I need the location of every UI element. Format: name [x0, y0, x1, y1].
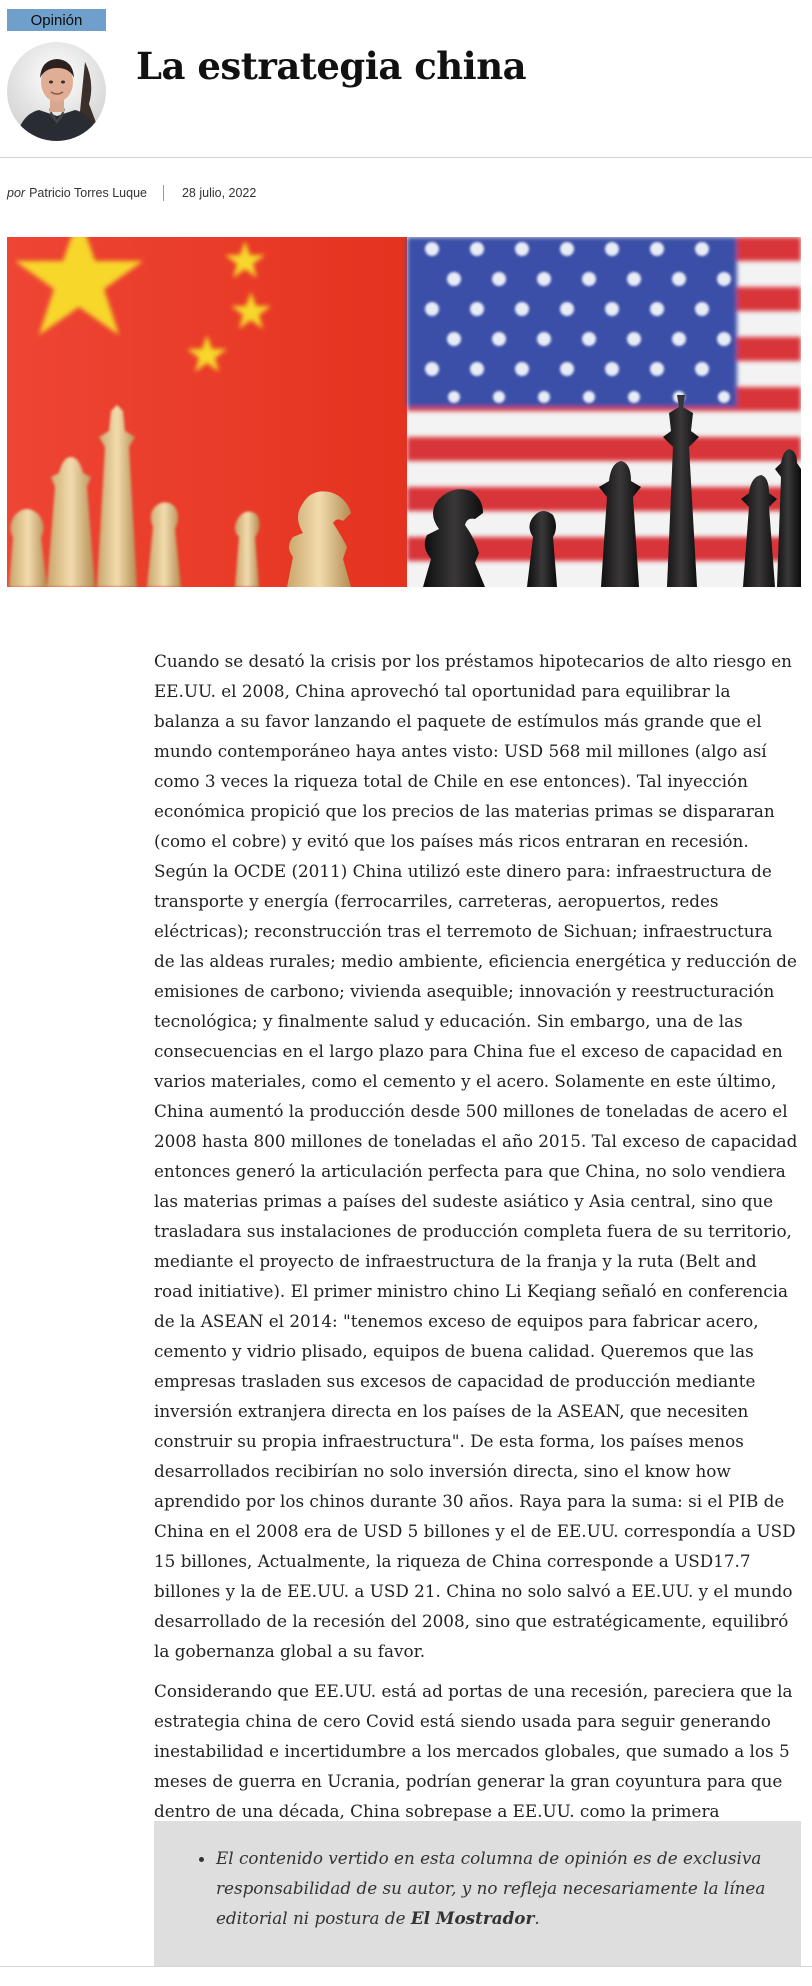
- publish-date: 28 julio, 2022: [181, 186, 257, 200]
- disclaimer-box: [154, 1821, 801, 1967]
- byline-separator: [163, 185, 164, 201]
- article-body: [154, 646, 798, 1866]
- article-paragraph: Considerando que EE.UU. está ad portas de una recesión, pareciera que la estrategia china de cero Covid está siendo usada para seguir generando inestabilidad e incertidumbre a los mercados globales, que sumado a los 5 meses de guerra en Ucrania, podrían generar la gran coyuntura para que dentro de una década, China sobrepase a EE.UU. como la primera: [154, 1681, 793, 1821]
- article-paragraph: Cuando se desató la crisis por los préstamos hipotecarios de alto riesgo en EE.UU. el 2008, China aprovechó tal oportunidad para equilibrar la balanza a su favor lanzando el paquete de estímulos más grande que el mundo contemporáneo haya antes visto: USD 568 mil millones (algo así como 3 veces la riqueza total de Chile en ese entonces). Tal inyección económica propició que los precios de las materias primas se dispararan (como el cobre) y evitó que los países más ricos entraran en recesión. Según la OCDE (2011) China utilizó este dinero para: infraestructura de transporte y energía (ferrocarriles, carreteras, aeropuertos, redes eléctricas); reconstrucción tras el terremoto de Sichuan; infraestructura de las aldeas rurales; medio ambiente, eficiencia energética y reducción de emisiones de carbono; vivienda asequible; innovación y reestructuración tecnológica; y finalmente salud y educación. Sin embargo, una de las consecuencias en el largo plazo para China fue el exceso de capacidad en varios materiales, como el cemento y el acero. Solamente en este último, China aumentó la producción desde 500 millones de toneladas de acero el 2008 hasta 800 millones de toneladas el año 2015. Tal exceso de capacidad entonces generó la articulación perfecta para que China, no solo vendiera las materias primas a países del sudeste asiático y Asia central, sino que trasladara sus instalaciones de producción completa fuera de su territorio, mediante el proyecto de infraestructura de la franja y la ruta (Belt and road initiative). El primer ministro chino Li Keqiang señaló en conferencia de la ASEAN el 2014: "tenemos exceso de equipos para fabricar acero, cemento y vidrio plisado, equipos de buena calidad. Queremos que las empresas trasladen sus excesos de capacidad de producción mediante inversión extranjera directa en los países de la ASEAN, que necesiten construir su propia infraestructura". De esta forma, los países menos desarrollados recibirían no solo inversión directa, sino el know how aprendido por los chinos durante 30 años. Raya para la suma: si el PIB de China en el 2008 era de USD 5 billones y el de EE.UU. correspondía a USD 15 billones, Actualmente, la riqueza de China corresponde a USD17.7 billones y la de EE.UU. a USD 21. China no solo salvó a EE.UU. y el mundo desarrollado de la recesión del 2008, sino que estratégicamente, equilibró la gobernanza global a su favor.: [154, 651, 798, 1661]
- disclaimer-item: [216, 1843, 781, 1933]
- header-divider: [0, 157, 812, 158]
- byline-prefix: por: [7, 186, 26, 200]
- disclaimer-outlet: El Mostrador: [410, 1908, 535, 1928]
- author-avatar[interactable]: [7, 42, 106, 141]
- byline: [7, 183, 256, 203]
- article-title: La estrategia china: [136, 44, 527, 88]
- disclaimer-text: El contenido vertido en esta columna de opinión es de exclusiva responsabilidad de su autor, y no refleja necesariamente la línea editorial ni postura de: [216, 1848, 766, 1928]
- disclaimer-end: .: [534, 1908, 540, 1928]
- section-badge-opinion[interactable]: Opinión: [7, 9, 106, 31]
- footer-divider: [0, 1966, 812, 1967]
- hero-image: [7, 237, 801, 587]
- author-link[interactable]: Patricio Torres Luque: [29, 186, 147, 200]
